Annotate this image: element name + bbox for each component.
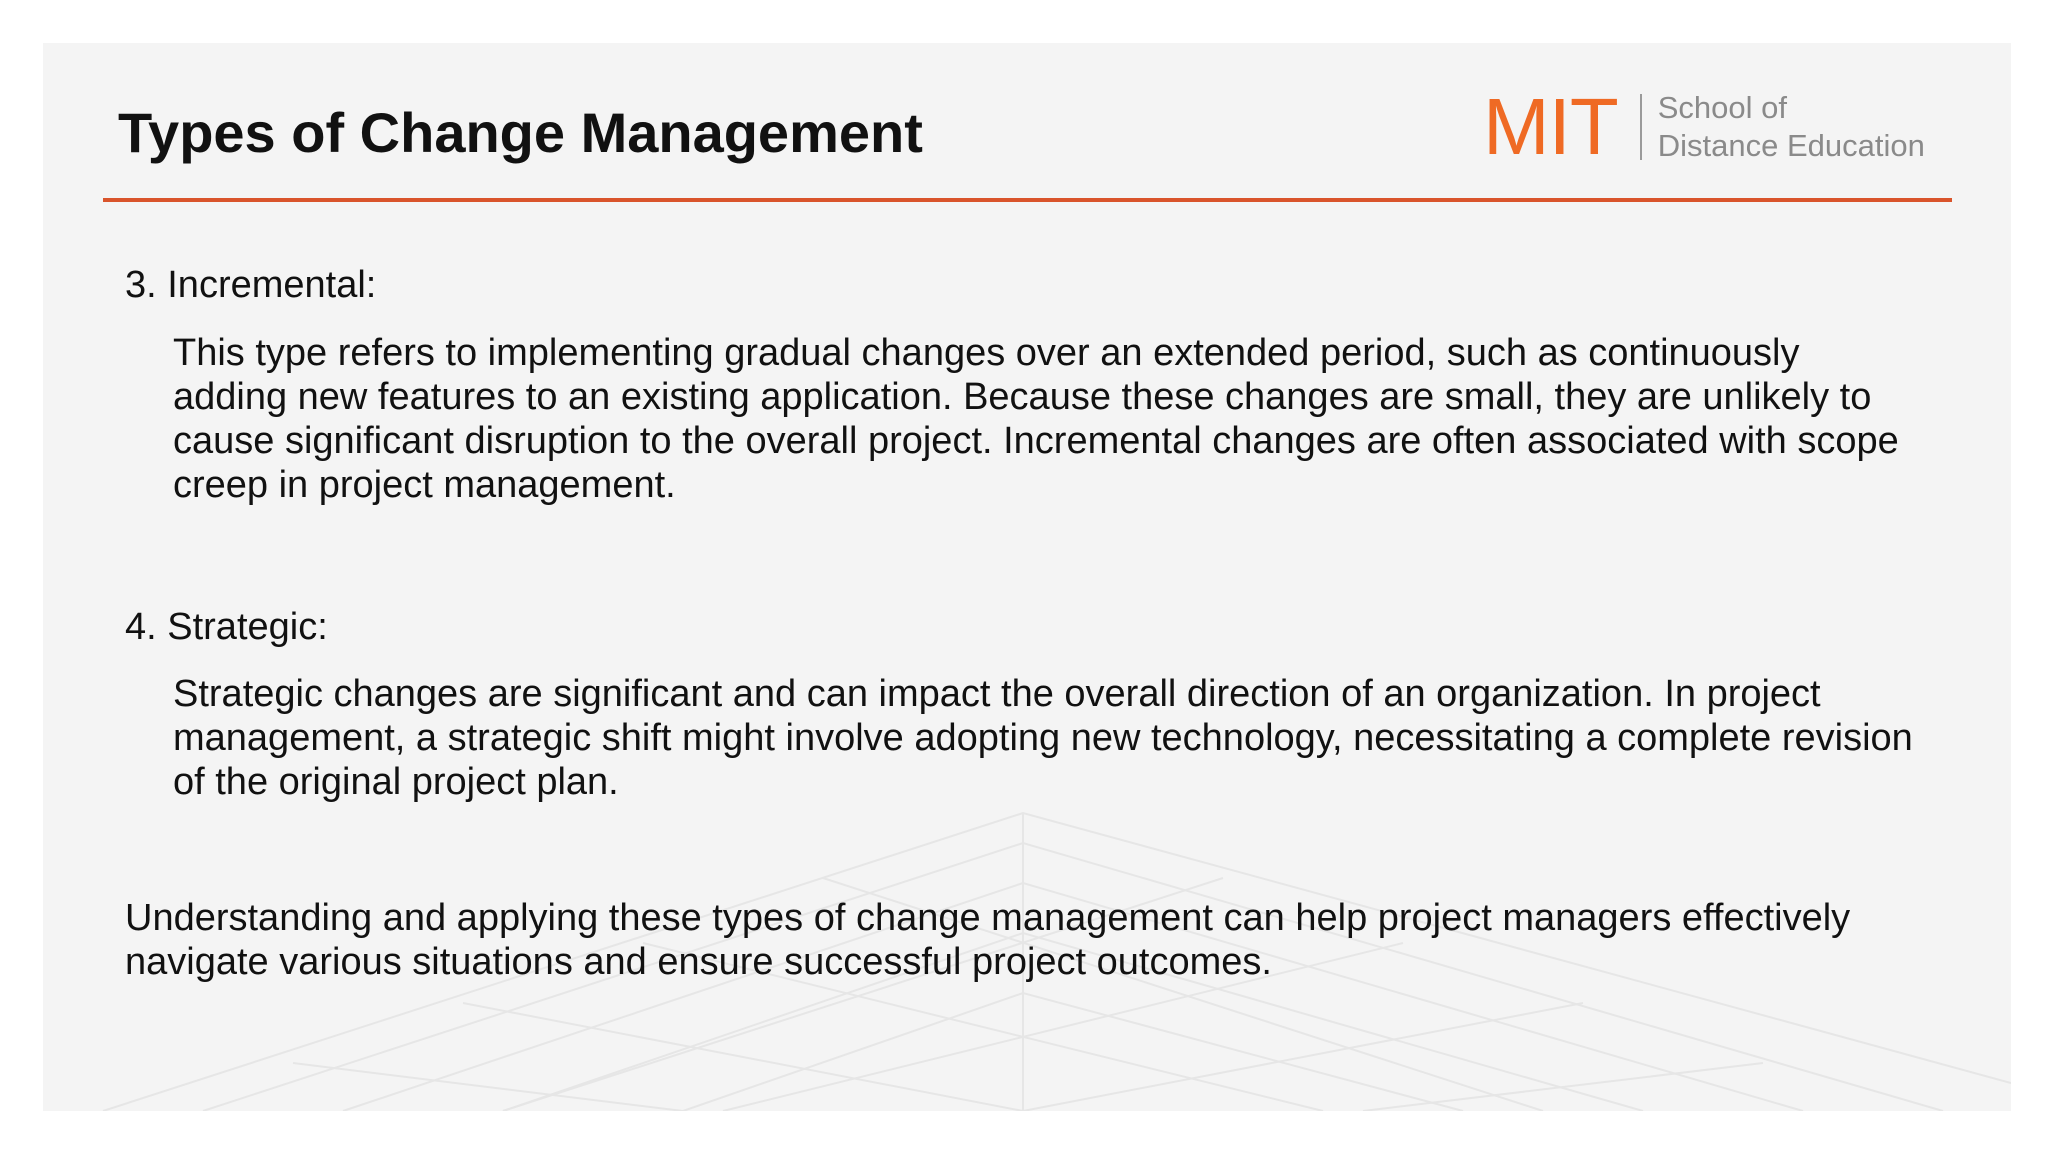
slide [43,43,2011,1111]
mit-logo [1483,79,1925,175]
logo-divider [1640,94,1642,160]
section-heading: 4. Strategic: [125,605,328,648]
logo-subtitle-line-2: Distance Education [1657,128,1925,163]
logo-subtitle [1658,89,1925,165]
section-body: This type refers to implementing gradual changes over an extended period, such as continuously adding new features to an existing application. Because these changes are small, they are unlikely to cause significant disruption to the overall project. Incremental changes are often associated with scope creep in project management. [173,331,1899,506]
section-heading: 3. Incremental: [125,264,377,306]
logo-mark: MIT [1483,82,1618,171]
slide-content [125,263,1925,984]
section-body: Strategic changes are significant and can impact the overall direction of an organization. In project management, a strategic shift might involve adopting new technology, necessitating a complete revision of the original project plan. [173,673,1913,804]
slide-title: Types of Change Management [118,101,923,164]
logo-subtitle-line-1: School of [1657,90,1787,126]
title-divider [103,198,1952,202]
section-strategic [125,605,1925,805]
section-incremental [125,263,1925,507]
conclusion-text: Understanding and applying these types of change management can help project managers effectively navigate various situations and ensure successful project outcomes. [125,897,1851,984]
